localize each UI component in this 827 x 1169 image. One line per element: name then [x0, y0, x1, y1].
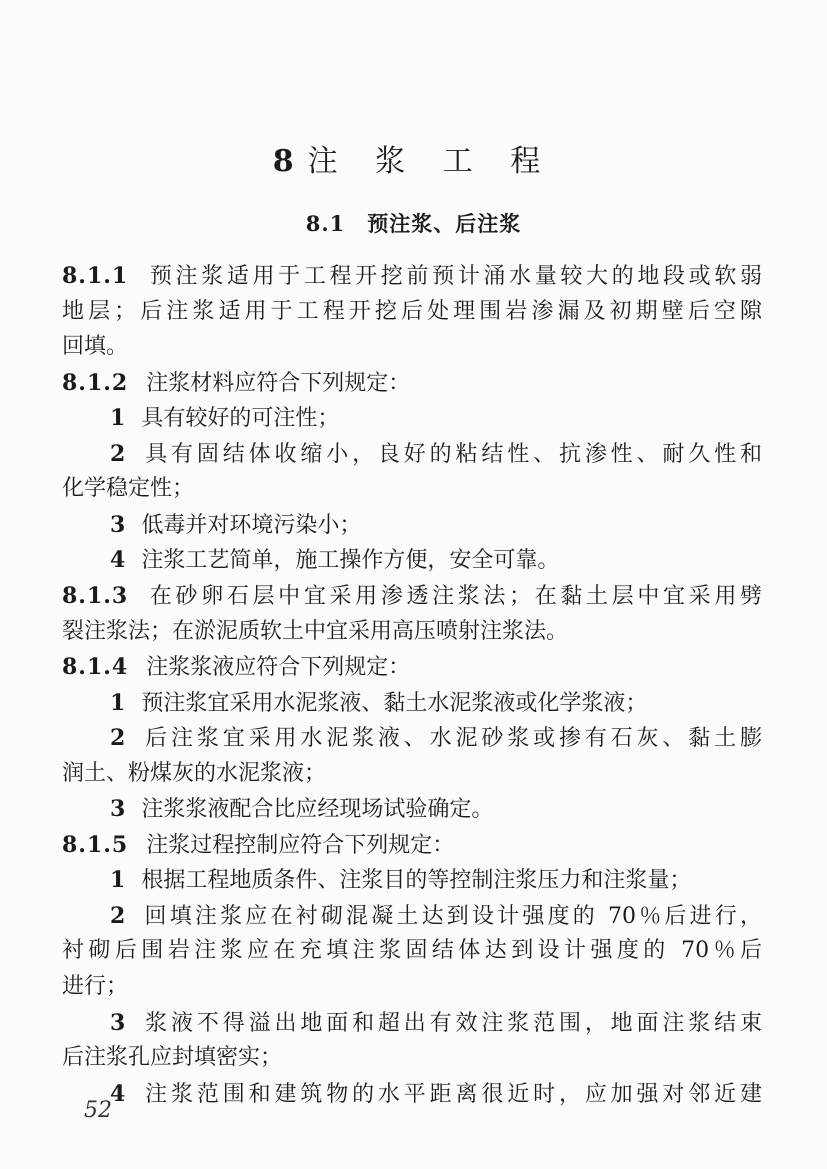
- item-number: 3: [110, 511, 126, 538]
- section-title: [0, 208, 827, 238]
- line-text: 回填注浆应在衬砌混凝土达到设计强度的 70％后进行，: [141, 903, 762, 929]
- line-text: 地层；后注浆适用于工程开挖后处理围岩渗漏及初期壁后空隙: [62, 298, 762, 324]
- list-item-line: [110, 862, 762, 898]
- item-number: 1: [110, 405, 126, 432]
- line-text: 裂注浆法；在淤泥质软土中宜采用高压喷射注浆法。: [62, 618, 569, 644]
- list-item-line: [110, 898, 762, 934]
- list-item-line: [110, 542, 762, 578]
- item-number: 4: [110, 547, 126, 574]
- list-item-line: [110, 1005, 762, 1041]
- section-number: 8.1: [305, 211, 346, 236]
- clause-line: [62, 258, 762, 294]
- line-text: 后注浆宜采用水泥浆液、水泥砂浆或掺有石灰、黏土膨: [141, 726, 762, 752]
- chapter-number: 8: [272, 144, 294, 179]
- text-line: [62, 969, 762, 1005]
- list-item-line: [110, 507, 762, 543]
- list-item-line: [110, 685, 762, 721]
- list-item-line: [110, 1076, 762, 1112]
- list-item-line: [110, 436, 762, 472]
- clause-line: [62, 578, 762, 614]
- item-number: 2: [110, 725, 126, 752]
- item-number: 3: [110, 796, 126, 823]
- text-line: [62, 933, 762, 969]
- item-number: 1: [110, 867, 126, 894]
- item-number: 2: [110, 902, 126, 929]
- line-text: 浆液不得溢出地面和超出有效注浆范围，地面注浆结束: [141, 1010, 762, 1036]
- clause-line: [62, 365, 762, 401]
- text-line: [62, 614, 762, 650]
- item-number: 1: [110, 689, 126, 716]
- line-text: 预注浆宜采用水泥浆液、黏土水泥浆液或化学浆液；: [141, 690, 648, 716]
- item-number: 2: [110, 440, 126, 467]
- clause-number: 8.1.1: [62, 263, 129, 289]
- line-text: 润土、粉煤灰的水泥浆液；: [62, 760, 327, 786]
- page-number: 52: [84, 1098, 112, 1123]
- text-line: [62, 756, 762, 792]
- clause-number: 8.1.3: [62, 582, 129, 609]
- list-item-line: [110, 720, 762, 756]
- line-text: 低毒并对环境污染小；: [141, 512, 362, 538]
- line-text: 注浆工艺简单，施工操作方便，安全可靠。: [141, 548, 560, 574]
- text-line: [62, 1040, 762, 1076]
- line-text: 后注浆孔应封填密实；: [62, 1045, 283, 1071]
- line-text: 具有固结体收缩小，良好的粘结性、抗渗性、耐久性和: [141, 441, 762, 467]
- section-title-text: 预注浆、后注浆: [367, 211, 522, 236]
- clause-number: 8.1.2: [62, 369, 129, 396]
- line-text: 预注浆适用于工程开挖前预计涌水量较大的地段或软弱: [146, 264, 762, 289]
- line-text: 回填。: [62, 334, 129, 360]
- chapter-title-text: 注 浆 工 程: [307, 144, 555, 179]
- clause-number: 8.1.5: [62, 831, 129, 858]
- line-text: 化学稳定性；: [62, 476, 195, 502]
- line-text: 注浆浆液应符合下列规定：: [146, 655, 411, 681]
- line-text: 注浆浆液配合比应经现场试验确定。: [141, 797, 494, 823]
- line-text: 注浆范围和建筑物的水平距离很近时，应加强对邻近建: [141, 1081, 762, 1107]
- line-text: 具有较好的可注性；: [141, 406, 340, 432]
- item-number: 3: [110, 1009, 126, 1036]
- list-item-line: [110, 400, 762, 436]
- clause-number: 8.1.4: [62, 654, 129, 681]
- text-line: [62, 329, 762, 365]
- line-text: 注浆过程控制应符合下列规定：: [146, 832, 455, 858]
- line-text: 在砂卵石层中宜采用渗透注浆法；在黏土层中宜采用劈: [146, 583, 762, 609]
- clause-line: [62, 827, 762, 863]
- line-text: 衬砌后围岩注浆应在充填注浆固结体达到设计强度的 70％后: [62, 938, 762, 964]
- line-text: 进行；: [62, 974, 129, 999]
- clause-line: [62, 649, 762, 685]
- line-text: 根据工程地质条件、注浆目的等控制注浆压力和注浆量；: [141, 868, 692, 894]
- line-text: 注浆材料应符合下列规定：: [146, 370, 411, 396]
- text-line: [62, 294, 762, 330]
- chapter-title: [0, 136, 827, 180]
- list-item-line: [110, 791, 762, 827]
- text-line: [62, 471, 762, 507]
- item-number: 4: [110, 1080, 126, 1107]
